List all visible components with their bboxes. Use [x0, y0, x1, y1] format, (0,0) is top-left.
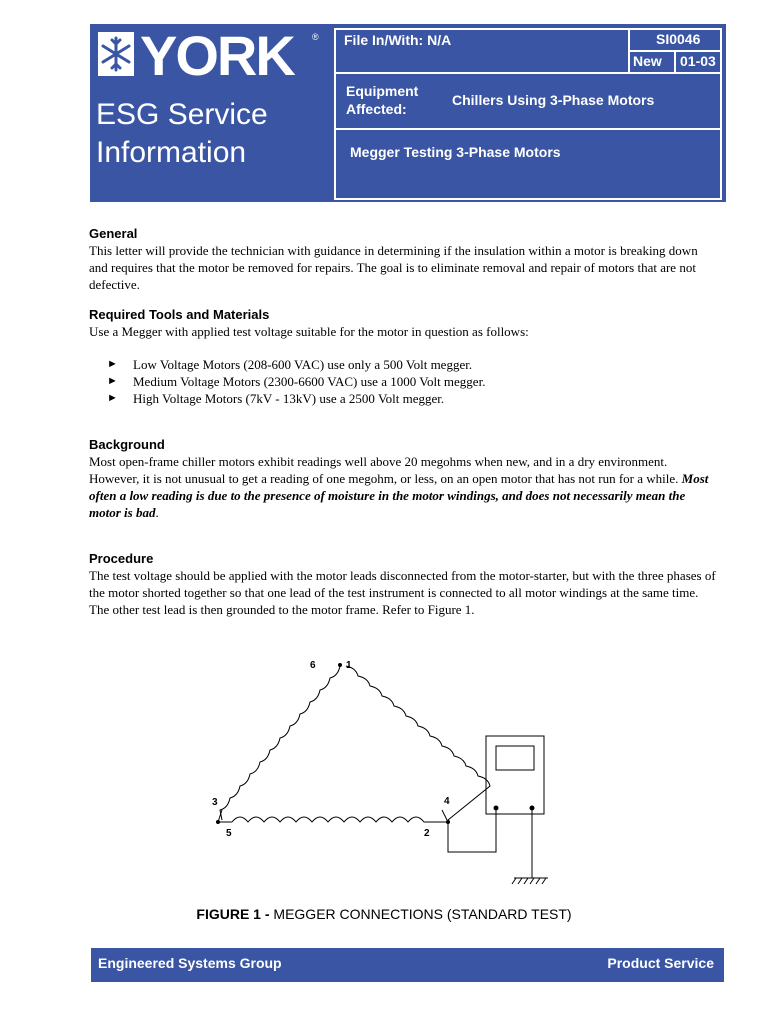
registered-mark: ® [312, 32, 319, 42]
terminal-label-3: 3 [212, 797, 218, 808]
terminal-label-5: 5 [226, 828, 232, 839]
section-text: The test voltage should be applied with the motor leads disconnected from the motor-starter, but with the three phases of the motor shorted together so that one lead of the test instrument is connected to all motor windings at the same time. The other test lead is then grounded to the motor frame. Refer to Figure 1. [89, 568, 716, 617]
megger-connection-diagram [180, 650, 580, 890]
winding-bottom [232, 817, 430, 822]
footer-bar [91, 948, 724, 982]
list-item [107, 356, 719, 373]
section-heading: General [89, 226, 138, 241]
equipment-row [336, 74, 720, 130]
list-item-text: Medium Voltage Motors (2300-6600 VAC) use a 1000 Volt megger. [133, 374, 486, 389]
equipment-value: Chillers Using 3-Phase Motors [452, 92, 655, 108]
terminal-label-4: 4 [444, 796, 450, 807]
figure-caption [0, 906, 768, 922]
background-emphasis-end: . [155, 505, 159, 520]
file-row [336, 30, 720, 74]
section-procedure [89, 551, 719, 618]
bullet-arrow-icon: ► [107, 392, 118, 404]
list-item-text: High Voltage Motors (7kV - 13kV) use a 2500 Volt megger. [133, 391, 445, 406]
subject: Megger Testing 3-Phase Motors [350, 144, 561, 160]
section-heading: Required Tools and Materials [89, 307, 270, 322]
section-text: Use a Megger with applied test voltage suitable for the motor in question as follows: [89, 324, 529, 339]
background-text: Most open-frame chiller motors exhibit readings well above 20 megohms when new, and in a dry environment. However, it is not unusual to get a reading of one megohm, or less, on an open motor that has not run for a while. [89, 454, 679, 486]
status-badge: New [633, 53, 662, 69]
list-item [107, 373, 719, 390]
file-in-with: File In/With: N/A [344, 32, 452, 48]
voltage-list [107, 356, 719, 407]
title-line-1: ESG Service [96, 98, 268, 131]
terminal-label-2: 2 [424, 828, 430, 839]
section-text: This letter will provide the technician with guidance in determining if the insulation within a motor is breaking down and requires that the motor be removed for repairs. The goal is to eliminate removal and repair of motors that are not defective. [89, 243, 698, 292]
equipment-label-line-2: Affected: [346, 101, 407, 117]
status-cell [630, 52, 676, 72]
document-body [89, 226, 719, 618]
page-title [96, 96, 326, 172]
si-box [628, 30, 722, 72]
title-line-2: Information [96, 136, 247, 169]
terminal-label-1: 1 [346, 660, 352, 671]
section-heading: Procedure [89, 551, 154, 566]
terminal-label-6: 6 [310, 660, 316, 671]
winding-left [220, 666, 340, 820]
si-number: SI0046 [656, 31, 701, 47]
equipment-label [346, 82, 418, 118]
header-banner [90, 24, 726, 202]
subject-row [336, 130, 720, 198]
bullet-arrow-icon: ► [107, 375, 118, 387]
brand-logo: YORK [140, 24, 294, 87]
section-background [89, 437, 719, 521]
background-emphasis: Most often a low reading is due to the presence of moisture in the motor windings, and does not necessarily mean the motor is bad [89, 471, 709, 520]
section-heading: Background [89, 437, 165, 452]
figure-caption-label: FIGURE 1 - [196, 906, 274, 922]
figure-caption-text: MEGGER CONNECTIONS (STANDARD TEST) [273, 906, 572, 922]
footer-right: Product Service [607, 955, 714, 971]
winding-right [346, 666, 490, 820]
section-tools [89, 307, 719, 407]
section-text [89, 453, 719, 521]
equipment-label-line-1: Equipment [346, 83, 419, 99]
bullet-arrow-icon: ► [107, 358, 118, 370]
footer-left: Engineered Systems Group [98, 955, 282, 971]
info-panel [334, 28, 722, 200]
si-number-cell [630, 30, 722, 52]
section-general [89, 226, 719, 293]
list-item [107, 390, 719, 407]
list-item-text: Low Voltage Motors (208-600 VAC) use only a 500 Volt megger. [133, 357, 473, 372]
issue-date: 01-03 [680, 53, 716, 69]
york-snowflake-icon [98, 32, 134, 76]
